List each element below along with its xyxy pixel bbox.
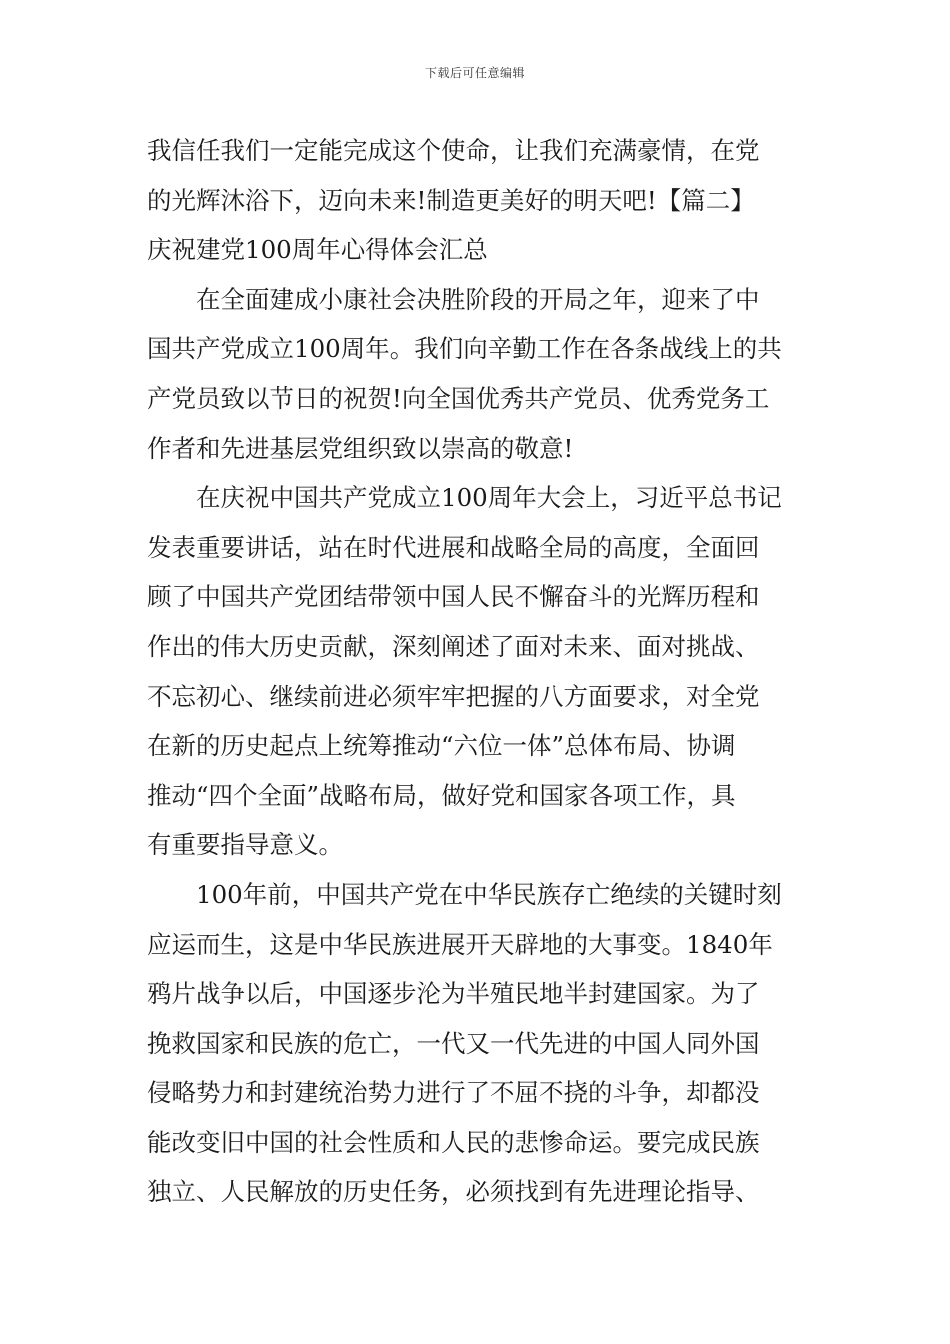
text-line: 不忘初心、继续前进必须牢牢把握的八方面要求，对全党	[147, 681, 760, 711]
text-line: 发表重要讲话，站在时代进展和战略全局的高度，全面回	[147, 532, 760, 562]
text-line: 国共产党成立100周年。我们向辛勤工作在各条战线上的共	[147, 334, 782, 364]
text-line: 庆祝建党100周年心得体会汇总	[147, 235, 488, 265]
document-body	[147, 126, 807, 1217]
text-line: 能改变旧中国的社会性质和人民的悲惨命运。要完成民族	[147, 1127, 760, 1157]
text-line: 在新的历史起点上统筹推动“六位一体”总体布局、协调	[147, 731, 736, 761]
paragraph-first-line: 在全面建成小康社会决胜阶段的开局之年，迎来了中	[196, 284, 760, 314]
text-line: 作者和先进基层党组织致以崇高的敬意!	[147, 433, 574, 463]
text-line: 鸦片战争以后，中国逐步沦为半殖民地半封建国家。为了	[147, 979, 760, 1009]
text-line: 挽救国家和民族的危亡，一代又一代先进的中国人同外国	[147, 1028, 760, 1058]
text-line: 产党员致以节日的祝贺!向全国优秀共产党员、优秀党务工	[147, 383, 770, 413]
text-line: 应运而生，这是中华民族进展开天辟地的大事变。1840年	[147, 929, 773, 959]
text-line: 侵略势力和封建统治势力进行了不屈不挠的斗争，却都没	[147, 1078, 760, 1108]
text-line: 推动“四个全面”战略布局，做好党和国家各项工作，具	[147, 780, 736, 810]
text-line: 的光辉沐浴下，迈向未来!制造更美好的明天吧!【篇二】	[147, 185, 755, 215]
text-line: 我信任我们一定能完成这个使命，让我们充满豪情，在党	[147, 136, 760, 165]
paragraph-first-line: 100年前，中国共产党在中华民族存亡绝续的关键时刻	[196, 879, 782, 909]
text-line: 独立、人民解放的历史任务，必须找到有先进理论指导、	[147, 1177, 760, 1207]
text-line: 作出的伟大历史贡献，深刻阐述了面对未来、面对挑战、	[147, 631, 760, 661]
text-line: 有重要指导意义。	[147, 830, 343, 860]
paragraph-first-line: 在庆祝中国共产党成立100周年大会上，习近平总书记	[196, 483, 782, 513]
page-header: 下载后可任意编辑	[424, 66, 525, 80]
text-line: 顾了中国共产党团结带领中国人民不懈奋斗的光辉历程和	[147, 582, 760, 612]
